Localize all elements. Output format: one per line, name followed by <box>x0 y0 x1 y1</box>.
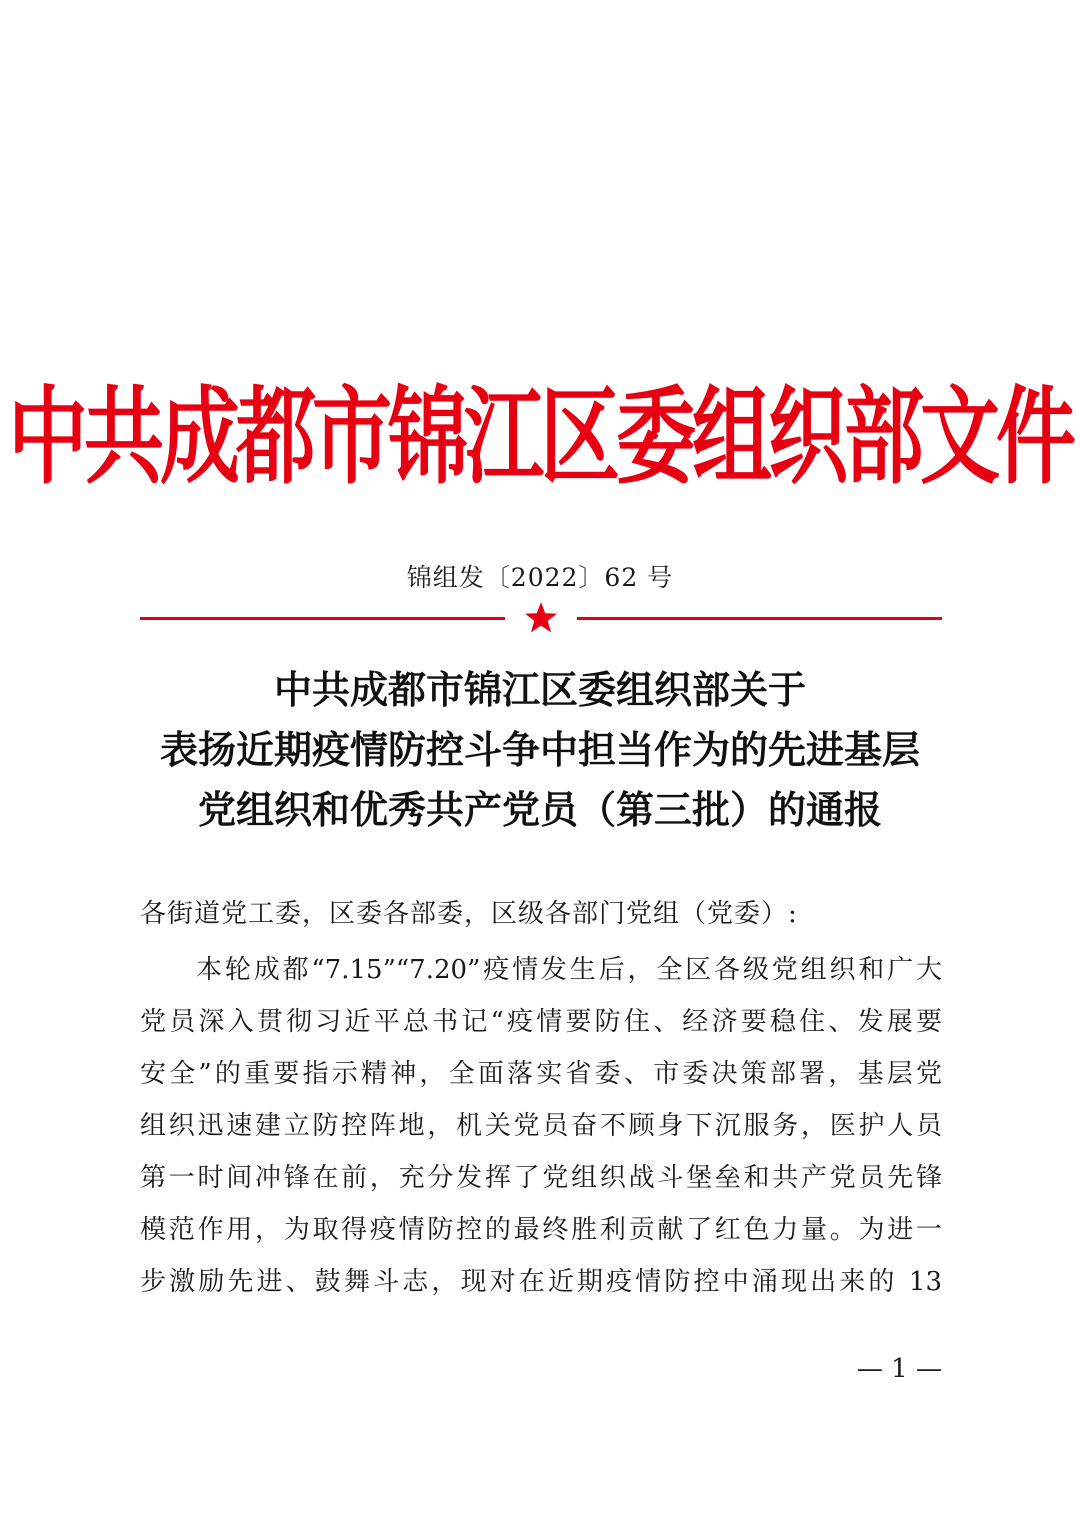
body-line: 安全”的重要指示精神，全面落实省委、市委决策部署，基层党 <box>140 1059 942 1089</box>
body-paragraph <box>140 944 942 1308</box>
body-line: 步激励先进、鼓舞斗志，现对在近期疫情防控中涌现出来的 13 <box>140 1267 942 1297</box>
body-line: 本轮成都“7.15”“7.20”疫情发生后，全区各级党组织和广大 <box>196 955 942 985</box>
body-line: 第一时间冲锋在前，充分发挥了党组织战斗堡垒和共产党员先锋 <box>140 1163 942 1193</box>
divider-rule-left <box>140 617 505 620</box>
body-line: 组织迅速建立防控阵地，机关党员奋不顾身下沉服务，医护人员 <box>140 1111 942 1141</box>
body-line: 模范作用，为取得疫情防控的最终胜利贡献了红色力量。为进一 <box>140 1215 942 1245</box>
divider-rule-right <box>577 617 942 620</box>
page-number: — 1 — <box>856 1354 942 1384</box>
title-line: 党组织和优秀共产党员（第三批）的通报 <box>197 788 882 832</box>
body-line: 党员深入贯彻习近平总书记“疫情要防住、经济要稳住、发展要 <box>140 1007 942 1037</box>
title-line: 中共成都市锦江区委组织部关于 <box>273 668 806 712</box>
document-masthead: 中共成都市锦江区委组织部文件 <box>8 375 1072 499</box>
title-line: 表扬近期疫情防控斗争中担当作为的先进基层 <box>159 728 920 772</box>
red-divider <box>140 600 942 636</box>
star-icon <box>523 600 559 636</box>
document-number: 锦组发〔2022〕62 号 <box>406 563 674 592</box>
document-title <box>0 660 1080 840</box>
salutation: 各街道党工委，区委各部委，区级各部门党组（党委）: <box>140 899 798 929</box>
